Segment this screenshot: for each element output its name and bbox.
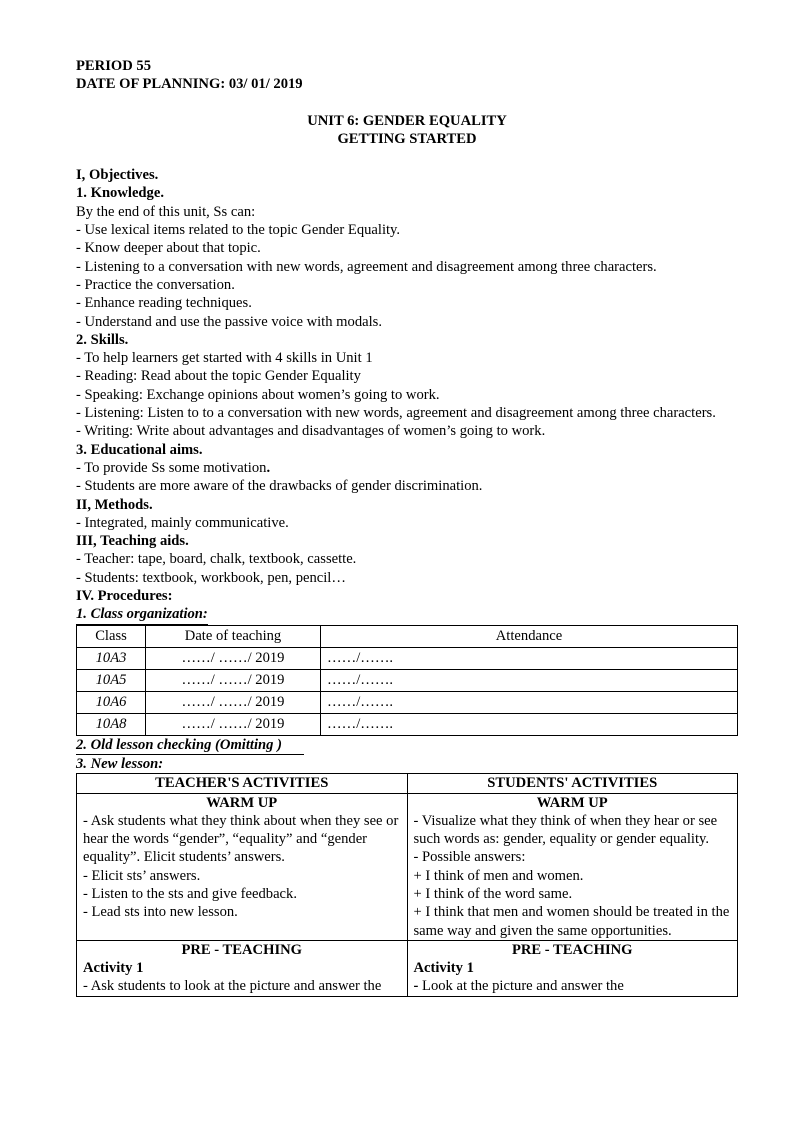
aims-item-period: . <box>266 459 271 476</box>
warm-up-students-item: + I think of men and women. <box>413 867 584 884</box>
date-cell: ……/ ……/ 2019 <box>146 713 321 735</box>
activities-header-row <box>77 774 738 793</box>
column-header-class: Class <box>77 625 146 647</box>
teaching-aids-item: - Teacher: tape, board, chalk, textbook, cassette. <box>76 551 357 568</box>
knowledge-item: - Use lexical items related to the topic Gender Equality. <box>76 222 401 239</box>
warm-up-students-item: + I think of the word same. <box>413 885 573 902</box>
knowledge-item: - Enhance reading techniques. <box>76 295 252 312</box>
knowledge-item: - Know deeper about that topic. <box>76 240 261 257</box>
warm-up-teacher-item: - Elicit sts’ answers. <box>83 867 201 884</box>
warm-up-teacher-cell <box>77 793 408 940</box>
pre-teaching-students-item <box>414 977 732 995</box>
column-header-date: Date of teaching <box>146 625 321 647</box>
knowledge-item: - Understand and use the passive voice with modals. <box>76 313 382 330</box>
attendance-cell: ……/……. <box>321 713 738 735</box>
attendance-cell: ……/……. <box>321 691 738 713</box>
pre-teaching-students-text: Look at the picture and answer the <box>418 978 624 995</box>
class-organization-label: 1. Class organization: <box>76 605 208 624</box>
table-row <box>77 647 738 669</box>
pre-teaching-title: PRE - TEACHING <box>511 941 633 958</box>
knowledge-intro: By the end of this unit, Ss can: <box>76 203 256 220</box>
knowledge-item: - Listening to a conversation with new words, agreement and disagreement among three characters. <box>76 258 657 275</box>
table-row <box>77 713 738 735</box>
teacher-activities-header: TEACHER'S ACTIVITIES <box>77 774 408 793</box>
warm-up-teacher-item: - Ask students what they think about when they see or hear the words “gender”, “equality” and “gender equality”. Elicit students’ answers. <box>83 812 399 866</box>
date-cell: ……/ ……/ 2019 <box>146 647 321 669</box>
aims-item <box>76 459 738 477</box>
knowledge-heading: 1. Knowledge. <box>76 185 164 202</box>
old-lesson-label: 2. Old lesson checking (Omitting ) <box>76 736 304 755</box>
knowledge-item: - Practice the conversation. <box>76 276 235 293</box>
warm-up-teacher-item: - Listen to the sts and give feedback. <box>83 885 297 902</box>
section-title: GETTING STARTED <box>337 130 477 147</box>
class-cell: 10A8 <box>77 713 146 735</box>
activity-label: Activity 1 <box>83 960 144 977</box>
warm-up-teacher-item: - Lead sts into new lesson. <box>83 904 238 921</box>
class-cell: 10A6 <box>77 691 146 713</box>
unit-title: UNIT 6: GENDER EQUALITY <box>307 112 507 129</box>
skills-item: - Speaking: Exchange opinions about women’s going to work. <box>76 386 440 403</box>
dash-mark: - <box>413 978 419 995</box>
class-organization-heading <box>76 605 738 624</box>
skills-item: - Writing: Write about advantages and disadvantages of women’s going to work. <box>76 423 546 440</box>
class-organization-table <box>76 625 738 736</box>
warm-up-title: WARM UP <box>536 794 608 811</box>
old-lesson-heading <box>76 736 738 755</box>
skills-heading: 2. Skills. <box>76 331 129 348</box>
procedures-heading: IV. Procedures: <box>76 588 173 605</box>
pre-teaching-title: PRE - TEACHING <box>181 941 303 958</box>
skills-item: - To help learners get started with 4 skills in Unit 1 <box>76 350 373 367</box>
activities-table <box>76 773 738 997</box>
skills-item: - Listening: Listen to to a conversation with new words, agreement and disagreement among three characters. <box>76 405 716 422</box>
aims-item: - Students are more aware of the drawbacks of gender discrimination. <box>76 478 483 495</box>
warm-up-students-item: + I think that men and women should be treated in the same way and given the same opportunities. <box>413 904 730 939</box>
pre-teaching-teacher-item: - Ask students to look at the picture and answer the <box>83 978 382 995</box>
methods-item: - Integrated, mainly communicative. <box>76 514 289 531</box>
period-label: PERIOD 55 <box>76 58 151 74</box>
warm-up-title: WARM UP <box>206 794 278 811</box>
pre-teaching-teacher-cell <box>77 940 408 996</box>
table-header-row <box>77 625 738 647</box>
warm-up-students-item: - Visualize what they think of when they hear or see such words as: gender, equality or gender equality. <box>413 812 718 848</box>
pre-teaching-students-cell <box>407 940 738 996</box>
teaching-aids-item: - Students: textbook, workbook, pen, pencil… <box>76 569 346 586</box>
date-cell: ……/ ……/ 2019 <box>146 669 321 691</box>
teaching-aids-heading: III, Teaching aids. <box>76 533 189 550</box>
table-row <box>77 691 738 713</box>
date-of-planning: DATE OF PLANNING: 03/ 01/ 2019 <box>76 76 303 93</box>
warm-up-row <box>77 793 738 940</box>
table-row <box>77 669 738 691</box>
attendance-cell: ……/……. <box>321 669 738 691</box>
lesson-plan-page <box>76 57 738 997</box>
students-activities-header: STUDENTS' ACTIVITIES <box>407 774 738 793</box>
pre-teaching-row <box>77 940 738 996</box>
class-cell: 10A3 <box>77 647 146 669</box>
aims-item-text: - To provide Ss some motivation <box>76 459 267 476</box>
attendance-cell: ……/……. <box>321 647 738 669</box>
methods-heading: II, Methods. <box>76 496 153 513</box>
warm-up-students-item: - Possible answers: <box>413 849 526 866</box>
objectives-heading: I, Objectives. <box>76 167 159 184</box>
date-cell: ……/ ……/ 2019 <box>146 691 321 713</box>
class-cell: 10A5 <box>77 669 146 691</box>
new-lesson-heading: 3. New lesson: <box>76 755 164 772</box>
activity-label: Activity 1 <box>413 960 474 977</box>
skills-item: - Reading: Read about the topic Gender Equality <box>76 368 361 385</box>
aims-heading: 3. Educational aims. <box>76 441 203 458</box>
warm-up-students-cell <box>407 793 738 940</box>
column-header-attendance: Attendance <box>321 625 738 647</box>
